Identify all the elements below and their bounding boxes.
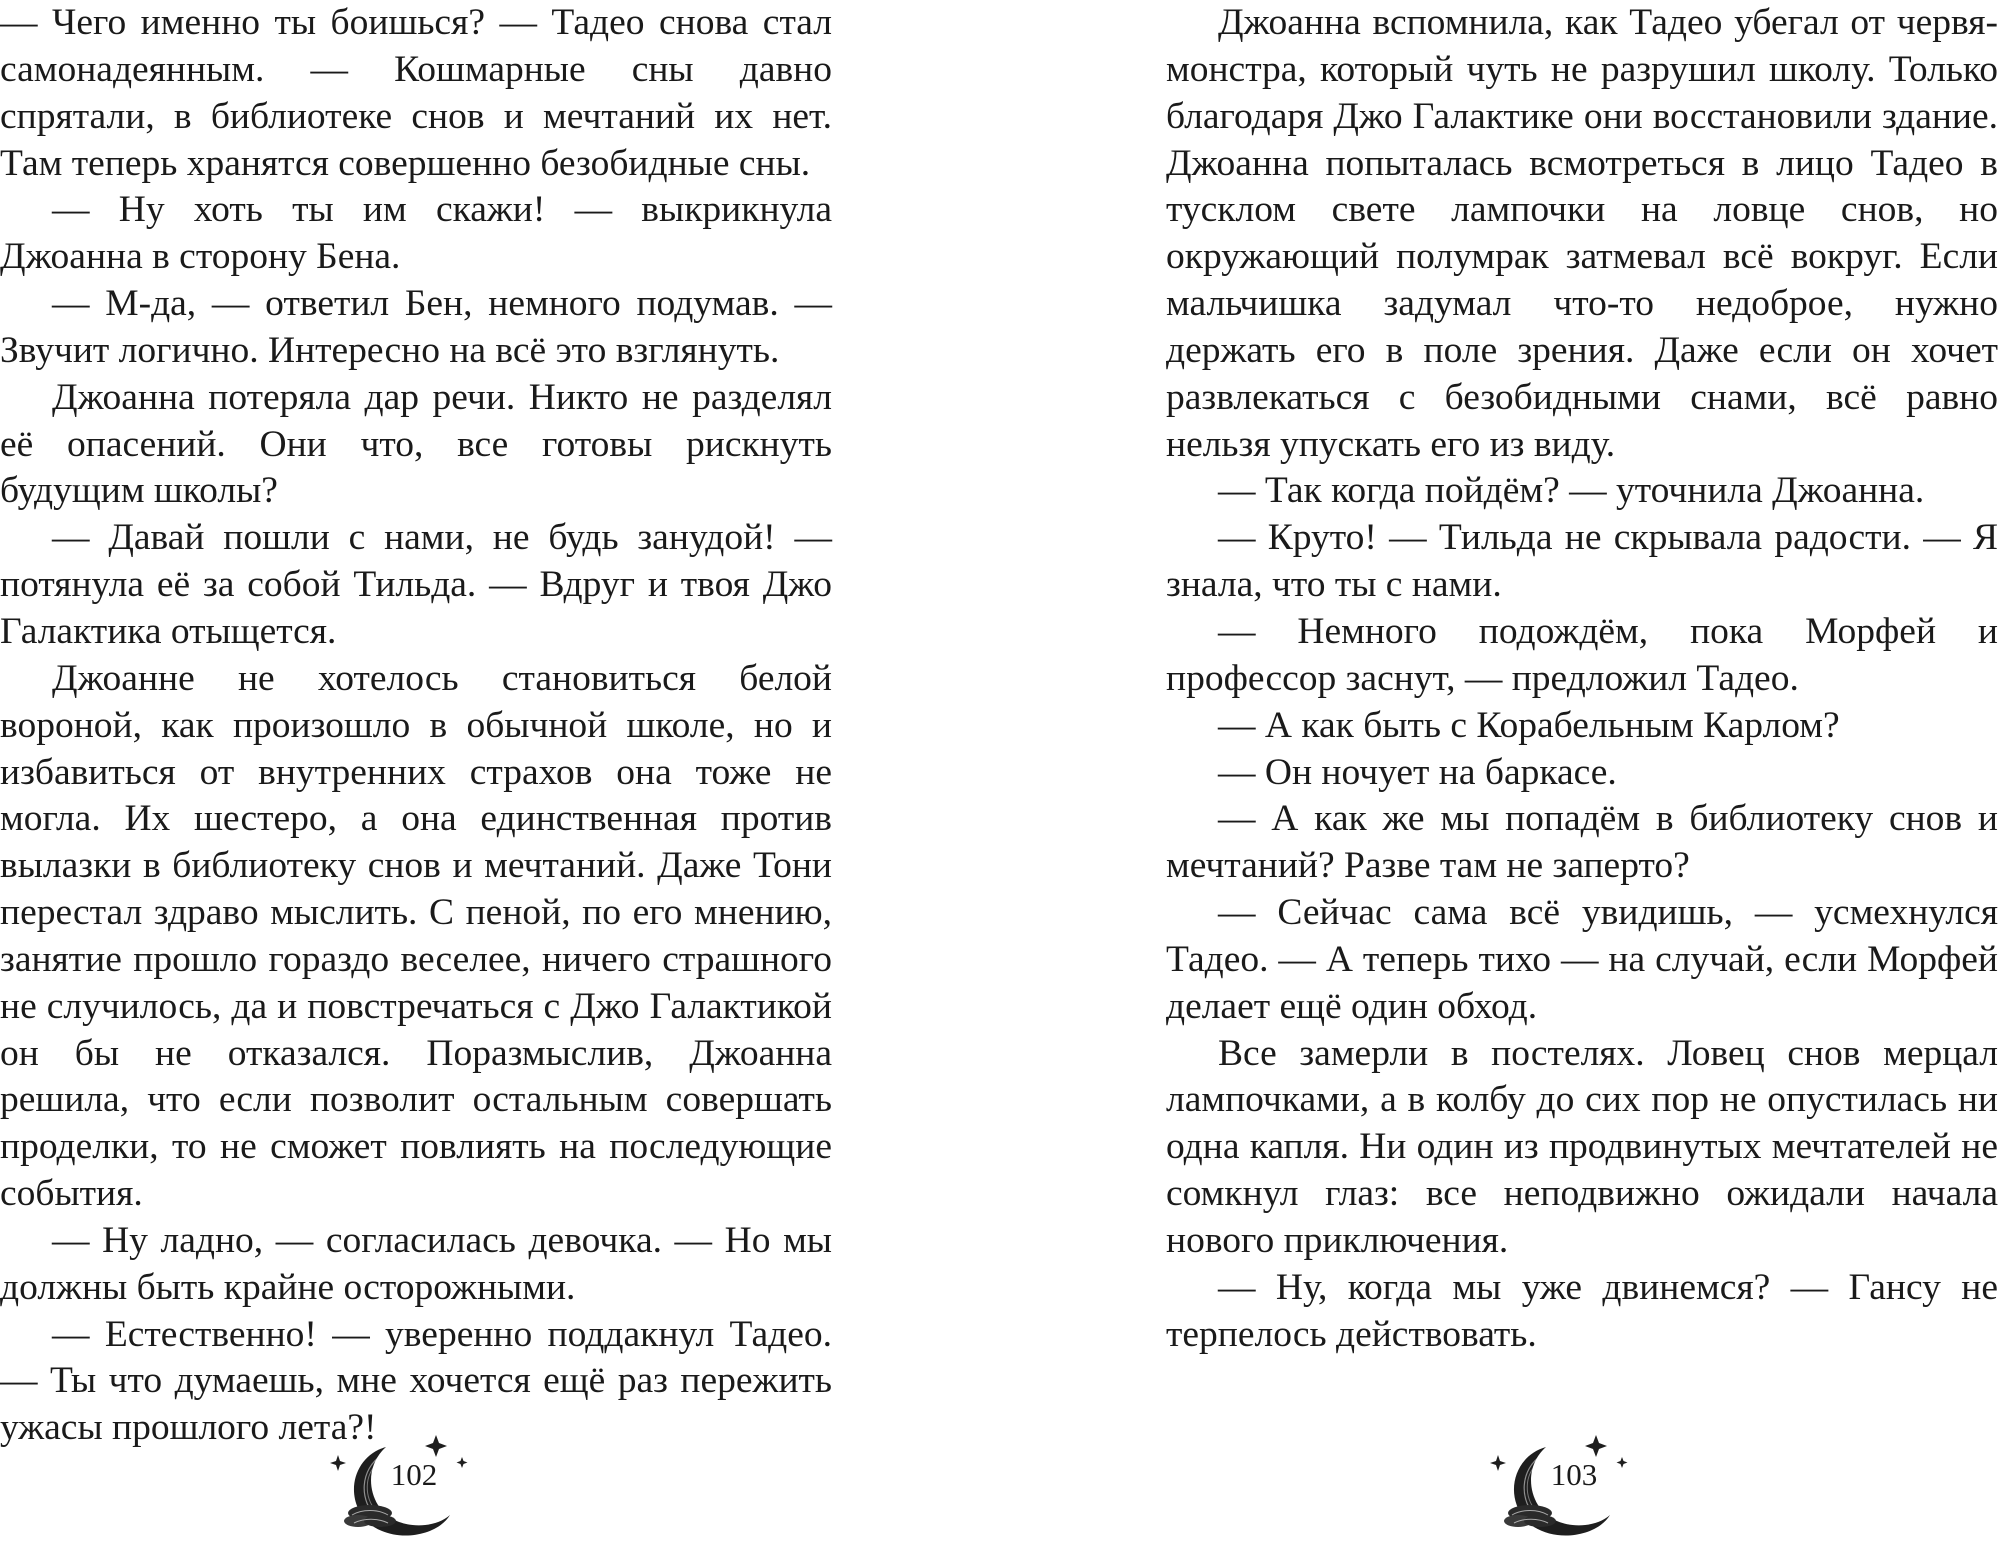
- left-page: [0, 0, 832, 1543]
- page-number: 102: [390, 1457, 438, 1492]
- paragraph: — А как же мы попадём в библиотеку снов и мечтаний? Разве там не заперто?: [1166, 798, 1998, 887]
- paragraph: — Круто! — Тильда не скрывала радости. — Я знала, что ты с нами.: [1166, 517, 1998, 606]
- paragraph: — М-да, — ответил Бен, немного подумав. — Звучит логично. Интересно на всё это взглянуть.: [0, 283, 832, 371]
- paragraph: — А как быть с Корабельным Карлом?: [1218, 704, 1840, 746]
- paragraph: — Чего именно ты боишься? — Тадео снова стал самонадеянным. — Кошмарные сны давно спрятали, в библиотеке снов и мечтаний их нет. Там теперь хранятся совершенно безобидные сны.: [0, 2, 832, 184]
- paragraph: — Естественно! — уверенно поддакнул Тадео. — Ты что думаешь, мне хочется ещё раз пережить ужасы прошлого лета?!: [0, 1313, 832, 1449]
- paragraph: Джоанне не хотелось становиться белой вороной, как произошло в обычной школе, но и избавиться от внутренних страхов она тоже не могла. Их шестеро, а она единственная против вылазки в библиотеку снов и мечтаний. Даже Тони перестал здраво мыслить. С пеной, по его мнению, занятие прошло гораздо веселее, ничего страшного не случилось, да и повстречаться с Джо Галактикой он бы не отказался. Поразмыслив, Джоанна решила, что если позволит остальным совершать проделки, то не сможет повлиять на последующие события.: [0, 657, 832, 1215]
- paragraph: — Сейчас сама всё увидишь, — усмехнулся Тадео. — А теперь тихо — на случай, если Морфей делает ещё один обход.: [1166, 892, 1998, 1027]
- paragraph: — Он ночует на баркасе.: [1218, 751, 1617, 793]
- paragraph: — Давай пошли с нами, не будь занудой! — потянула её за собой Тильда. — Вдруг и твоя Джо Галактика отыщется.: [0, 517, 832, 652]
- paragraph: — Ну хоть ты им скажи! — выкрикнула Джоанна в сторону Бена.: [0, 189, 832, 278]
- left-page-text: [0, 0, 832, 1452]
- paragraph: Все замерли в постелях. Ловец снов мерцал лампочками, а в колбу до сих пор не опустилась ни одна капля. Ни один из продвинутых мечтателей не сомкнул глаз: все неподвижно ожидали начала нового приключения.: [1166, 1032, 1998, 1261]
- paragraph: — Так когда пойдём? — уточнила Джоанна.: [1218, 470, 1925, 512]
- paragraph: — Немного подождём, пока Морфей и профессор заснут, — предложил Тадео.: [1166, 610, 1998, 699]
- page-number-folio: [322, 1435, 502, 1540]
- right-page-text: [1166, 0, 1998, 1358]
- page-number: 103: [1550, 1457, 1598, 1492]
- paragraph: — Ну ладно, — согласилась девочка. — Но мы должны быть крайне осторожными.: [0, 1219, 832, 1308]
- page-number-folio: [1482, 1435, 1662, 1540]
- paragraph: — Ну, когда мы уже двинемся? — Гансу не терпелось действовать.: [1166, 1266, 1998, 1355]
- right-page: [1166, 0, 1998, 1543]
- paragraph: Джоанна потеряла дар речи. Никто не разделял её опасений. Они что, все готовы рискнуть будущим школы?: [0, 376, 832, 512]
- paragraph: Джоанна вспомнила, как Тадео убегал от червя-монстра, который чуть не разрушил школу. Только благодаря Джо Галактике они восстановили здание. Джоанна попыталась всмотреться в лицо Тадео в тусклом свете лампочки на ловце снов, но окружающий полумрак затмевал всё вокруг. Если мальчишка задумал что-то недоброе, нужно держать его в поле зрения. Даже если он хочет развлекаться с безобидными снами, всё равно нельзя упускать его из виду.: [1166, 2, 1998, 465]
